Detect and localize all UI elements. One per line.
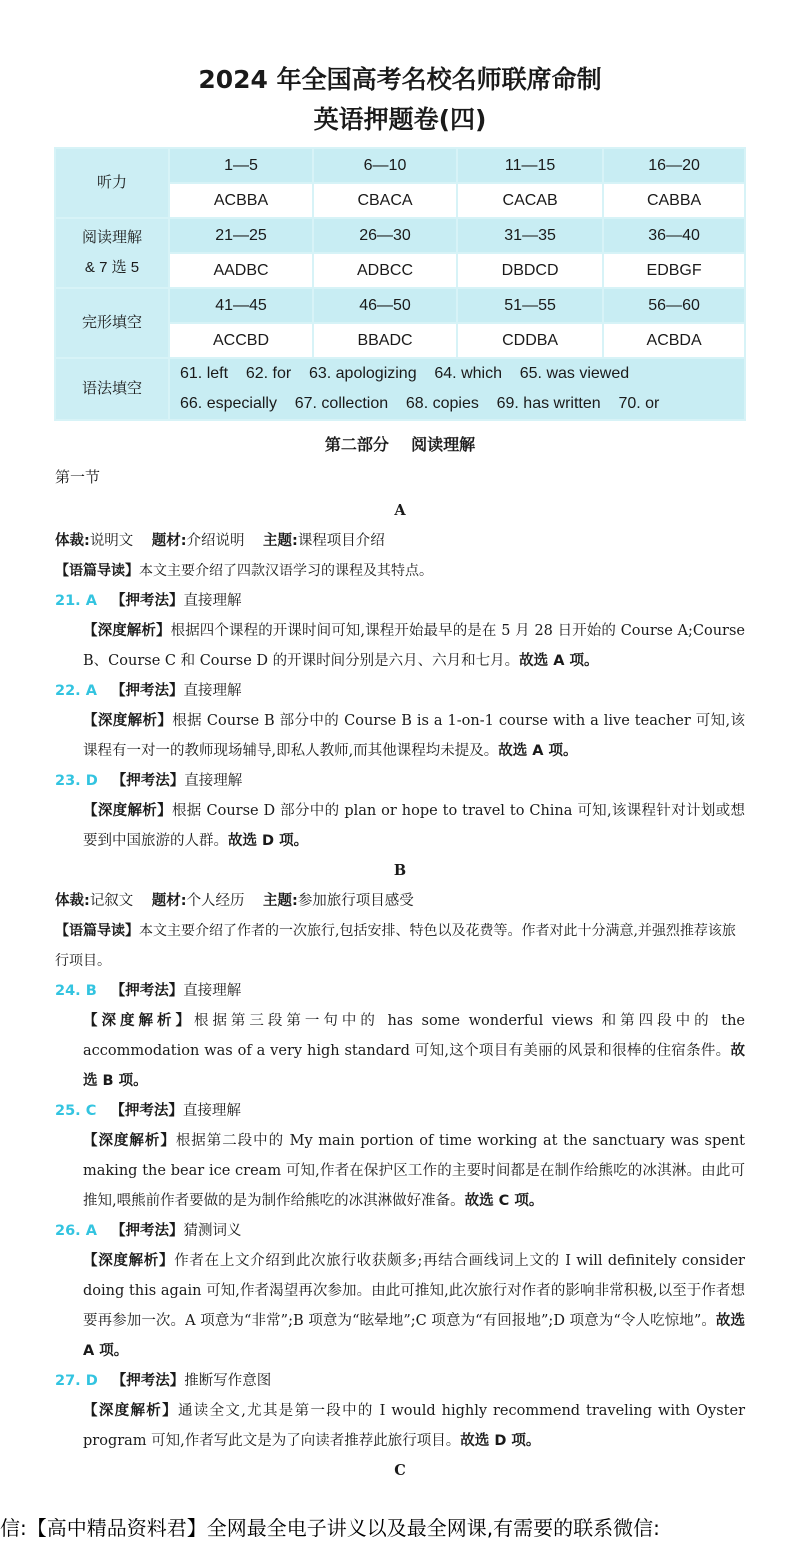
row-label-grammar: 语法填空	[55, 358, 169, 420]
method-tag: 【押考法】	[110, 983, 184, 999]
range-cell: 1—5	[169, 148, 313, 183]
explanation-text: 根据四个课程的开课时间可知,课程开始最早的是在 5 月 28 日开始的 Course A;Course B、Course C 和 Course D 的开课时间分别是六月、六月和七月。	[83, 623, 746, 669]
method-text: 直接理解	[184, 773, 243, 789]
explanation-text: 根据第三段第一句中的 has some wonderful views 和第四段中的 the accommodation was of a very high standard 可知,这个项目有美丽的风景和很棒的住宿条件。	[83, 1013, 745, 1059]
grammar-line-1: 61. left 62. for 63. apologizing 64. which 65. was viewed	[180, 365, 630, 382]
question-number: 22. A	[55, 683, 97, 699]
explanation	[55, 616, 745, 676]
answer-cell: CABBA	[603, 183, 745, 218]
range-cell: 21—25	[169, 218, 313, 253]
meta-key: 题材:	[151, 893, 187, 909]
range-cell: 46—50	[313, 288, 457, 323]
intro-text: 本文主要介绍了四款汉语学习的课程及其特点。	[139, 563, 433, 579]
passage-intro	[55, 556, 745, 586]
footer-banner: 信:【高中精品资料君】全网最全电子讲义以及最全网课,有需要的联系微信:	[0, 1516, 660, 1540]
method-tag: 【押考法】	[111, 773, 185, 789]
question-number: 23. D	[55, 773, 98, 789]
answer-text: 故选 A 项。	[498, 743, 578, 759]
range-cell: 41—45	[169, 288, 313, 323]
answer-cell: AADBC	[169, 253, 313, 288]
method-text: 直接理解	[183, 983, 242, 999]
answer-cell: ACCBD	[169, 323, 313, 358]
question-number: 24. B	[55, 983, 97, 999]
question-header	[55, 1366, 745, 1396]
question-header	[55, 586, 745, 616]
meta-value: 参加旅行项目感受	[297, 893, 414, 909]
method-text: 直接理解	[183, 683, 242, 699]
explanation-tag: 【深度解析】	[83, 1253, 175, 1269]
meta-key: 主题:	[263, 893, 298, 909]
passage-meta	[55, 886, 745, 916]
answer-cell: ADBCC	[313, 253, 457, 288]
question-header	[55, 1216, 745, 1246]
range-cell: 51—55	[457, 288, 603, 323]
answer-text: 故选 A 项。	[83, 1313, 745, 1359]
section-title: 第二部分 阅读理解	[324, 435, 476, 454]
intro-tag: 【语篇导读】	[55, 923, 139, 939]
answer-text: 故选 D 项。	[228, 833, 309, 849]
answer-text: 故选 D 项。	[460, 1433, 541, 1449]
passage-letter-a: A	[394, 502, 406, 519]
range-cell: 26—30	[313, 218, 457, 253]
method-tag: 【押考法】	[110, 593, 184, 609]
method-text: 猜测词义	[183, 1223, 242, 1239]
question-header	[55, 1096, 745, 1126]
meta-key: 体裁:	[55, 533, 90, 549]
method-tag: 【押考法】	[111, 1373, 185, 1389]
reading-label-line1: 阅读理解	[81, 229, 142, 246]
answer-cell: CACAB	[457, 183, 603, 218]
row-label-listening: 听力	[55, 148, 169, 218]
question-number: 27. D	[55, 1373, 98, 1389]
method-tag: 【押考法】	[110, 683, 184, 699]
meta-key: 题材:	[151, 533, 187, 549]
meta-key: 体裁:	[55, 893, 90, 909]
reading-label-line2: & 7 选 5	[84, 259, 140, 276]
answer-text: 故选 C 项。	[464, 1193, 544, 1209]
subsection-title: 第一节	[55, 468, 101, 486]
explanation-tag: 【深度解析】	[83, 623, 171, 639]
passage-letter-c: C	[394, 1462, 406, 1479]
explanation-tag: 【深度解析】	[83, 1133, 176, 1149]
explanation-text: 根据 Course D 部分中的 plan or hope to travel to China 可知,该课程针对计划或想要到中国旅游的人群。	[83, 803, 745, 849]
answer-cell: CBACA	[313, 183, 457, 218]
explanation-tag: 【深度解析】	[83, 1403, 178, 1419]
row-label-reading	[55, 218, 169, 288]
explanation-text: 通读全文,尤其是第一段中的 I would highly recommend traveling with Oyster program 可知,作者写此文是为了向读者推荐此旅行项目。	[83, 1403, 746, 1449]
range-cell: 6—10	[313, 148, 457, 183]
method-tag: 【押考法】	[110, 1223, 184, 1239]
answer-cell: ACBBA	[169, 183, 313, 218]
method-text: 直接理解	[183, 593, 242, 609]
intro-tag: 【语篇导读】	[55, 563, 139, 579]
passage-intro	[55, 916, 745, 976]
question-header	[55, 976, 745, 1006]
question-header	[55, 676, 745, 706]
question-number: 25. C	[55, 1103, 97, 1119]
question-number: 26. A	[55, 1223, 97, 1239]
grammar-answers	[169, 358, 745, 420]
question-number: 21. A	[55, 593, 97, 609]
meta-value: 记叙文	[89, 893, 134, 909]
meta-key: 主题:	[263, 533, 298, 549]
question-block	[55, 1096, 745, 1216]
method-text: 推断写作意图	[184, 1373, 272, 1389]
meta-value: 介绍说明	[186, 533, 245, 549]
method-text: 直接理解	[182, 1103, 241, 1119]
explanation	[55, 796, 745, 856]
range-cell: 36—40	[603, 218, 745, 253]
question-block	[55, 976, 745, 1096]
explanation-tag: 【深度解析】	[83, 803, 172, 819]
answer-cell: BBADC	[313, 323, 457, 358]
explanation	[55, 1246, 745, 1366]
page-subtitle: 英语押题卷(四)	[313, 105, 487, 134]
passage-letter-b: B	[393, 862, 407, 879]
range-cell: 11—15	[457, 148, 603, 183]
meta-value: 课程项目介绍	[297, 533, 385, 549]
question-block	[55, 1366, 745, 1456]
passage-meta	[55, 526, 745, 556]
answer-cell: ACBDA	[603, 323, 745, 358]
explanation-text: 根据 Course B 部分中的 Course B is a 1-on-1 course with a live teacher 可知,该课程有一对一的教师现场辅导,即私人教师,而其他课程均未提及。	[83, 713, 746, 759]
explanation-tag: 【深度解析】	[83, 1013, 194, 1029]
question-block	[55, 766, 745, 856]
answer-cell: DBDCD	[457, 253, 603, 288]
explanation	[55, 1006, 745, 1096]
explanation	[55, 1396, 745, 1456]
grammar-line-2: 66. especially 67. collection 68. copies 69. has written 70. or	[180, 395, 660, 412]
answer-cell: EDBGF	[603, 253, 745, 288]
range-cell: 16—20	[603, 148, 745, 183]
answer-table	[54, 147, 746, 421]
explanation-tag: 【深度解析】	[83, 713, 173, 729]
range-cell: 31—35	[457, 218, 603, 253]
answer-cell: CDDBA	[457, 323, 603, 358]
intro-text: 本文主要介绍了作者的一次旅行,包括安排、特色以及花费等。作者对此十分满意,并强烈推荐该旅行项目。	[55, 923, 736, 969]
explanation-text: 作者在上文介绍到此次旅行收获颇多;再结合画线词上文的 I will definitely consider doing this again 可知,作者渴望再次参加。由此可推知,此次旅行对作者的影响非常积极,以至于作者想要再参加一次。A 项意为“非常”;B 项意为“眩晕地”;C 项意为“有回报地”;D 项意为“令人吃惊地”。	[83, 1253, 745, 1329]
reading-explanations	[55, 496, 745, 1486]
explanation-text: 根据第二段中的 My main portion of time working at the sanctuary was spent making the bear ice cream 可知,作者在保护区工作的主要时间都是在制作给熊吃的冰淇淋。由此可推知,喂熊前作者要做的是为制作给熊吃的冰淇淋做好准备。	[83, 1133, 745, 1209]
method-tag: 【押考法】	[110, 1103, 183, 1119]
explanation	[55, 706, 745, 766]
question-block	[55, 1216, 745, 1366]
answer-text: 故选 A 项。	[519, 653, 599, 669]
question-block	[55, 586, 745, 676]
page-title: 2024 年全国高考名校名师联席命制	[198, 65, 602, 94]
answer-text: 故选 B 项。	[83, 1043, 745, 1089]
meta-value: 说明文	[89, 533, 134, 549]
explanation	[55, 1126, 745, 1216]
meta-value: 个人经历	[186, 893, 245, 909]
question-header	[55, 766, 745, 796]
row-label-cloze: 完形填空	[55, 288, 169, 358]
range-cell: 56—60	[603, 288, 745, 323]
question-block	[55, 676, 745, 766]
